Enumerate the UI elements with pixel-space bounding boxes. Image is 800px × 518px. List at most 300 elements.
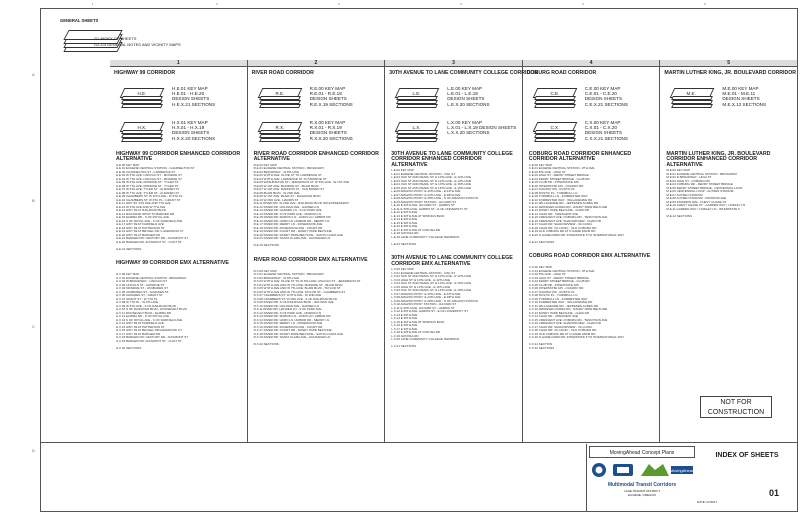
- sheet-set-line: H.X.X.20 SECTIONS: [172, 135, 216, 141]
- sheet-list-item: R.X.12 RIVER RD: S OF PARK AVE - MARION LN: [253, 310, 322, 315]
- sheet-list-item: R.E.03 W 8TH AVE: OLIVE ST TO LAWRENCE ST: [253, 173, 322, 178]
- sheet-set-line: R.E.00 KEY MAP: [309, 86, 346, 91]
- sheet-list-item: R.X.02 BROADWAY - W 8TH AVE: [253, 275, 300, 280]
- sheet-list-item: H.E.19 HWY 99 AT BETHEL DR / LAKEWOOD CT: [116, 229, 184, 234]
- column-number: 1: [110, 60, 247, 67]
- sheet-list-item: R.X.09 RIVER RD: S OF RAILROAD BLVD - HOLINAN AVE: [253, 300, 334, 305]
- sheet-set-code: L.X.: [412, 125, 421, 130]
- sheet-set-line: DESIGN SHEETS: [584, 130, 623, 136]
- sheet-list-item: H.X.18 BARGER DR: CENTURY DR - ALTAMONT ST: [116, 335, 189, 340]
- sheet-list-item: C.X.22 SECTIONS: [528, 345, 555, 350]
- sheet-list-item: R.E.21 RIVER RD: SANTA CLARA AVE - HUNSAKER LN: [253, 236, 331, 241]
- sheet-list-item: C.X.13 RANDY PAPE BELTLINE - CHAD DR: [528, 310, 589, 315]
- sheet-list-item: H.E.08 W 7TH AVE: TYLER ST - ALMADEN ST: [116, 190, 180, 195]
- project-plans-label: MovingAhead Concept Plans: [589, 446, 695, 458]
- sheet-list: [666, 169, 745, 218]
- sheet-list-item: C.E.14 CHAD DR - CRESCENT AVE: [528, 211, 579, 216]
- sheet-stack-icon: [121, 138, 163, 142]
- grid-number: 6: [704, 2, 706, 6]
- sheet-list-item: R.X.18 RIVER RD: RANDY PAPE BELTLINE - SANTA CLARA AVE: [253, 331, 343, 336]
- sheet-set-line: L.E.00 KEY MAP: [447, 86, 483, 91]
- corridor-column: [385, 60, 538, 442]
- sheet-stack-icon: [121, 104, 163, 108]
- sheet-list-item: L.X.17 E 30TH AVE: [391, 326, 418, 331]
- alternative-title: HIGHWAY 99 CORRIDOR ENHANCED CORRIDOR ALTERNATIVE: [116, 151, 241, 163]
- sheet-list-item: M.E.12 SECTIONS: [666, 213, 693, 218]
- sheet-list: [254, 270, 361, 347]
- sheet-list-item: H.X.06 ALMADEN ST - GRANT ST: [116, 293, 163, 298]
- sheet-list-item: R.X.06 W 6TH AVE AND W 7TH AVE: TAYLOR ST - CHAMBERS ST: [253, 289, 346, 294]
- sheet-list-item: C.E.03 HIGH ST - FERRY STREET BRIDGE: [528, 173, 589, 178]
- title-block: [586, 444, 798, 512]
- sheet-list-item: L.E.03 OAK ST AND PEARL ST: E 12TH AVE - E 13TH AVE: [391, 178, 472, 183]
- sheet-list-item: H.E.04 W 7TH AVE: LINCOLN ST - MONROE ST: [116, 176, 182, 181]
- sheet-list-item: L.E.14 E 30TH AVE: [391, 217, 418, 222]
- date-value: 07/2017: [706, 500, 718, 504]
- sheet-list-item: R.E.10 W 2ND AVE - HARRIS ST: [253, 197, 299, 202]
- grid-number: 4: [460, 2, 462, 6]
- sheet-set-line: L.X.00 KEY MAP: [447, 120, 483, 125]
- sheet-list-item: H.X.07 GRANT ST - W 7TH PL: [116, 296, 158, 301]
- sheet-list-item: C.X.08 RUSTIC PL - TURNBULL LN: [528, 293, 578, 298]
- sheet-list-item: C.X.21 SECTION: [528, 342, 553, 347]
- sheet-list-item: H.X.13 S OF ROYAL AVE - S OF FAIRFIELD AVE: [116, 317, 183, 322]
- sheet-stack-icon: [534, 138, 576, 142]
- sheet-list-item: C.E.20 N GAME FARM RD: INTERSTATE 5 TO INTERNATIONAL WAY: [528, 232, 625, 237]
- sheet-list-item: C.X.18 CHAD DR: VA CLINIC - OLD COBURG RD: [528, 328, 597, 333]
- sheet-list-item: R.X.05 W 6TH AVE AND W 7TH AVE: BLAIR BLVD - TAYLOR ST: [253, 286, 341, 291]
- sheet-set-code: C.E.: [549, 91, 559, 96]
- sheet-list-item: C.E.12 JEPPESEN ACRES RD - RANDY PAPE BELTLINE: [528, 204, 608, 209]
- sheet-list-item: H.E.07 W 6TH AVE: TYLER ST - ALMADEN ST: [116, 187, 180, 192]
- sheet-list-item: C.X.20 N GAME FARM RD: INTERSTATE 5 TO INTERNATIONAL WAY: [528, 335, 625, 340]
- corridor-title: COBURG ROAD CORRIDOR: [526, 70, 597, 76]
- sheet-list-item: M.E.03 HIGH ST - COBURG RD: [666, 178, 710, 183]
- corridor-column: [660, 60, 798, 442]
- sheet-list-item: H.E.01 EUGENE CENTRAL STATION - CHARNELTON ST: [116, 166, 195, 171]
- sheet-list-item: H.E.21 SECTIONS: [116, 246, 142, 251]
- sheet-list-item: L.X.02 OAK ST AND PEARL ST: E 10TH AVE - E 12TH AVE: [391, 274, 472, 278]
- sheet-list-item: C.X.15 CRESCENT AVE: COBURG RD - TENNYSON AVE: [528, 317, 608, 322]
- sheet-set-line: C.E.00 KEY MAP: [584, 86, 621, 91]
- sheet-set-line: DESIGN SHEETS: [447, 96, 485, 102]
- general-sheet-item: G2-G3 GENERAL NOTES AND VICINITY MAPS: [94, 42, 181, 47]
- sheet-list-item: M.E.06 CENTENNIAL LOOP - AUTZEN STADIUM: [666, 189, 734, 194]
- alternative-title: 30TH AVENUE TO LANE COMMUNITY COLLEGE CORRIDOR ENHANCED CORRIDOR ALTERNATIVE: [391, 151, 513, 168]
- sheet-list-item: L.E.08 AMAZON PKWY: E 28TH AVE - N OF AMAZON STATION: [391, 196, 478, 201]
- sheet-list: [391, 268, 478, 349]
- sheet-list-item: H.X.17 HWY 99 AT BARGER DR: [116, 331, 161, 336]
- corridor-column: [110, 60, 248, 442]
- sheet-list-item: L.X.16 E 30TH AVE: [391, 323, 418, 327]
- date-label: DATE:: [697, 500, 706, 504]
- sheet-set-line: DESIGN SHEETS: [172, 130, 210, 136]
- grid-letter: D: [32, 448, 35, 453]
- sheet-list-item: C.E.18 CHAD DR: VA CLINIC - OLD COBURG RD: [528, 225, 597, 230]
- sheet-set-code: R.E.: [274, 91, 284, 96]
- sheet-list-item: C.E.10 FORRESTER WAY - WILLAKENZIE RD: [528, 197, 593, 202]
- sheet-list: [391, 169, 478, 246]
- grid-letter: C: [32, 324, 35, 329]
- sheet-stack-icon: [396, 138, 438, 142]
- sheet-list-item: C.E.09 TURNBULL LN - FORRESTER WAY: [528, 194, 588, 199]
- sheet-list-item: C.X.09 TURNBULL LN - FORRESTER WAY: [528, 296, 588, 301]
- sheet-list-item: H.E.10 CHAMBERS ST: W 6TH PL - GRANT ST: [116, 197, 181, 202]
- sheet-list-item: C.E.19 OLD COBURG RD AT N GAME FARM RD: [528, 229, 596, 234]
- general-sheet-stack-icon: [66, 26, 126, 56]
- sheet-set-line: H.E.01 KEY MAP: [172, 86, 208, 91]
- column-number: 2: [248, 60, 385, 67]
- sheet-stack-icon: [259, 104, 301, 108]
- sheet-list-item: M.E.00 KEY MAP: [666, 168, 691, 173]
- sheet-set-code: R.X.: [274, 125, 284, 130]
- sheet-list-item: R.X.04 W 6TH AVE AND W 7TH AVE: MONROE ST - BLAIR BLVD: [253, 282, 343, 287]
- sheet-list-item: R.X.19 RIVER RD: SANTA CLARA AVE - HUNSAKER LN: [253, 335, 331, 340]
- sheet-stack-icon: [534, 104, 576, 108]
- sheet-list-item: H.E.13 HWY 99 AT RAILROAD BLVD: [116, 208, 166, 213]
- sheet-list-item: C.E.04 FERRY STREET BRIDGE - CLUB RD: [528, 176, 590, 181]
- sheet-number: 01: [768, 488, 779, 498]
- sheet-set-line: H.E.X.21 SECTIONS: [172, 101, 216, 107]
- sheet-list: [116, 273, 188, 350]
- alternative-title: RIVER ROAD CORRIDOR ENHANCED CORRIDOR ALTERNATIVE: [253, 151, 379, 163]
- sheet-list-item: R.X.03 W 8TH AVE: OLIVE ST TO W 6TH AVE: LINCOLN ST - JEFFERSON ST: [253, 279, 361, 284]
- sheet-list-item: L.X.07 AMAZON PKWY: E 20TH AVE - E 24TH AVE: [391, 291, 461, 296]
- sheet-list-item: H.E.00 KEY MAP: [116, 162, 140, 167]
- sheet-list-item: R.X.08 CHAMBERS ST: W 2ND AVE - S OF RAILROAD BLVD: [253, 296, 338, 301]
- sheet-set-line: H.E.01 - H.E.20: [172, 91, 205, 97]
- sheet-set-line: C.E.X.21 SECTIONS: [584, 101, 628, 107]
- alternative-title: MARTIN LUTHER KING, JR. BOULEVARD CORRIDOR ENHANCED CORRIDOR ALTERNATIVE: [666, 151, 771, 168]
- sheet-list-item: L.X.19 GONYEA RD: [391, 333, 419, 338]
- sheet-set-line: DESIGN SHEETS: [309, 130, 347, 136]
- sheet-list-item: C.E.05 CLUB RD - INTERSTATE 105: [528, 180, 579, 185]
- sheet-list-item: C.X.12 JEPPESEN ACRES RD - RANDY PAPE BELTLINE: [528, 307, 608, 312]
- sheet-list-item: M.E.04 COBURG RD - FERRY STREET BRIDGE: [666, 182, 733, 187]
- sheet-list-item: R.X.15 RIVER RD: MERRY LN - ROSEWOOD AVE: [253, 321, 323, 326]
- sheet-list-item: R.X.07 CHAMBERS ST: W 6TH AVE - W 2ND AVE: [253, 293, 322, 298]
- sheet-list-item: R.E.05 WASHINGTON ST / JEFFERSON ST: W 8TH AVE - W 1ST AVE: [253, 180, 350, 185]
- sheet-set-line: R.X.01 - R.X.19: [309, 125, 342, 131]
- sheet-set-line: R.E.01 - R.E.18: [309, 91, 342, 97]
- stamp-line: CONSTRUCTION: [707, 409, 765, 416]
- sheet-list-item: M.E.10 CHEVY CHASE ST - GARDEN WAY / LINDLEY LN: [666, 203, 746, 208]
- sheet-list-item: L.X.03 HIGH ST: E 10TH AVE - E 12TH AVE: [391, 277, 451, 282]
- sheet-list-item: R.E.12 RIVER RD: HOLINAN AVE - HANSEN LN: [253, 204, 320, 209]
- sheet-list-item: H.X.09 W 6TH AVE - S OF RAILROAD BLVD: [116, 303, 177, 308]
- sheet-list-item: R.X.13 RIVER RD: MARION LN - HORN LN / ARBOR DR: [253, 314, 331, 319]
- sheet-list-item: R.E.00 KEY MAP: [253, 162, 277, 167]
- sheet-set-line: C.E.01 - C.E.20: [584, 91, 617, 97]
- sheet-list-item: L.E.01 EUGENE CENTRAL STATION - OAK ST: [391, 171, 456, 176]
- sheet-set-line: DESIGN SHEETS: [584, 96, 623, 102]
- sheet-list-item: H.E.06 W 7TH AVE: MONROE ST - TYLER ST: [116, 183, 179, 188]
- sheet-list-item: L.X.08 AMAZON PKWY: E 24TH AVE - E 28TH AVE: [391, 295, 461, 299]
- sheet-set-code: H.X.: [137, 125, 146, 130]
- sheet-title: INDEX OF SHEETS: [715, 452, 779, 459]
- sheet-list: [529, 266, 624, 350]
- sheet-list-item: H.X.05 VANBUREN ST - ALMADEN ST: [116, 289, 169, 294]
- sheet-list-item: C.E.13 RANDY PAPE BELTLINE - CHAD DR: [528, 208, 589, 213]
- grid-number: 1: [92, 2, 94, 6]
- sheet-list-item: L.X.04 OAK ST AND PEARL ST: E 13TH AVE - E 16TH AVE: [391, 281, 472, 285]
- alternative-title: HIGHWAY 99 CORRIDOR EMX ALTERNATIVE: [116, 260, 229, 267]
- sheet-list-item: L.E.06 AMAZON PKWY: E 20TH AVE - E 24TH AVE: [391, 189, 461, 194]
- alternative-title: RIVER ROAD CORRIDOR EMX ALTERNATIVE: [253, 256, 368, 263]
- sheet-list-item: C.X.04 FERRY STREET BRIDGE - CLUB RD: [528, 279, 590, 284]
- sheet-list-item: C.X.17 CHAD DR: SHADOWVIEW - VA CLINIC: [528, 324, 593, 329]
- organization-subtitle: [589, 489, 695, 497]
- sheet-list-item: H.X.11 ROOSEVELT BLVD - ELMIRA RD: [116, 310, 172, 315]
- sheet-stack-icon: [259, 138, 301, 142]
- sheet-list-item: H.E.18 HWY 99 AT PATTERSON ST: [116, 225, 165, 230]
- sheet-list-item: C.X.02 8TH AVE - HIGH ST: [528, 272, 566, 277]
- sheet-list-item: L.E.19 LANE COMMUNITY COLLEGE TERMINUS: [391, 234, 460, 239]
- column-number: 5: [660, 60, 797, 67]
- sheet-set-line: R.X.X.20 SECTIONS: [309, 135, 353, 141]
- sheet-list-item: L.E.15 E 30TH AVE: [391, 220, 418, 225]
- sheet-set-line: R.X.00 KEY MAP: [309, 120, 346, 125]
- sheet-set-line: M.E.00 KEY MAP: [722, 86, 759, 91]
- sheet-list-item: R.E.07 W 1ST AVE: MADISON ST - VAN BUREN ST: [253, 187, 325, 192]
- agency-logos: [589, 460, 695, 480]
- sheet-set-line: H.X.01 - H.X.19: [172, 125, 205, 131]
- organization-name: Multimodal Transit Corridors: [607, 482, 677, 488]
- grid-number: 2: [216, 2, 218, 6]
- sheet-list-item: R.X.20 SECTIONS: [253, 342, 279, 347]
- sheet-list-item: L.E.11 E 30TH AVE: HARRIS ST - E OF UNIVERSITY ST: [391, 206, 468, 211]
- sheet-list-item: L.X.20 LANE COMMUNITY COLLEGE TERMINUS: [391, 337, 460, 341]
- sheet-set-line: L.E.01 - L.E.19: [447, 91, 478, 97]
- sheet-list-item: L.E.17 E 30TH AVE AT GONYEA RD: [391, 227, 441, 232]
- sheet-list-item: H.E.17 HWY 99 AT FAIRFIELD AVE: [116, 222, 164, 227]
- sheet-list-item: L.X.21 SECTIONS: [391, 344, 417, 348]
- sheet-list-item: C.X.14 CHAD DR - CRESCENT AVE: [528, 314, 579, 319]
- corridor-title: HIGHWAY 99 CORRIDOR: [114, 70, 176, 76]
- general-sheet-item: G1 INDEX OF SHEETS: [94, 36, 137, 41]
- sheet-list-item: R.X.11 RIVER RD: HANSEN LN - S OF PARK AVE: [253, 307, 322, 312]
- sheet-list-item: H.E.02 CHARNELTON ST - LAWRENCE ST: [116, 169, 176, 174]
- sheet-list-item: C.E.11 WILLAKENZIE RD - JEPPESEN ACRES RD: [528, 201, 599, 206]
- sheet-list-item: L.X.06 OAK ST AND PEARL ST: E 16TH AVE - E 19TH AVE: [391, 288, 472, 292]
- grid-letter: B: [32, 198, 35, 203]
- sheet-set-line: H.X.01 KEY MAP: [172, 120, 208, 125]
- sheet-list-item: R.E.20 RIVER RD: RANDY PAPE BELTLINE - SANTA CLARA AVE: [253, 232, 343, 237]
- sheet-list-item: R.X.10 RIVER RD: HOLINAN AVE - HANSEN LN: [253, 303, 320, 308]
- sheet-list: [116, 164, 195, 252]
- sheet-list-item: C.X.16 CRESCENT AVE: SHADOWVIEW - CHAD DR: [528, 321, 601, 326]
- sheet-set-line: C.X.01 - C.X.20: [584, 125, 617, 131]
- sheet-list-item: M.E.02 E BROADWAY - HIGH ST: [666, 175, 712, 180]
- grid-number: 5: [582, 2, 584, 6]
- sheet-list-item: H.X.03 LINCOLN ST - MONROE ST: [116, 282, 165, 287]
- sheet-list-item: R.E.16 RIVER RD: HORN LN / ARBOR DR - MERRY LN: [253, 218, 330, 223]
- sheet-list-item: L.E.13 E 30TH AVE AT SPRINGS BLVD: [391, 213, 445, 218]
- sheet-list-item: H.X.20 SECTIONS: [116, 345, 142, 350]
- alternative-title: COBURG ROAD CORRIDOR EMX ALTERNATIVE: [528, 253, 651, 260]
- sheet-set-code: H.E.: [137, 91, 146, 96]
- grid-number: 3: [338, 2, 340, 6]
- logo-wordmark: MovingAhead: [669, 468, 695, 473]
- sheet-list-item: C.X.10 FORRESTER WAY - WILLAKENZIE RD: [528, 300, 593, 305]
- sheet-list-item: C.E.21 SECTIONS: [528, 239, 555, 244]
- sheet-list-item: H.X.00 KEY MAP: [116, 272, 140, 277]
- sheet-list-item: H.X.10 S OF RAILROAD BLVD - ROOSEVELT BLVD: [116, 307, 187, 312]
- sheet-list-item: H.E.03 W 6TH AVE: LINCOLN ST - MONROE ST: [116, 173, 182, 178]
- sheet-list-item: L.X.15 E 30TH AVE AT SPRINGS BLVD: [391, 319, 445, 324]
- sheet-set-line: DESIGN SHEETS: [172, 96, 210, 102]
- sheet-list-item: R.E.08 BLAIR BLVD - W 2ND AVE: [253, 190, 300, 195]
- sheet-list-item: C.E.07 OAKWAY RD - RUSTIC PL: [528, 187, 576, 192]
- sheet-list-item: H.X.14 HWY 99 AT FAIRFIELD AVE: [116, 321, 164, 326]
- sheet-list-item: C.E.02 8TH AVE - HIGH ST: [528, 169, 566, 174]
- corridor-title: MARTIN LUTHER KING, JR. BOULEVARD CORRIDOR: [664, 70, 796, 76]
- not-for-construction-stamp: [700, 396, 772, 418]
- sheet-set-code: M.E.: [687, 91, 697, 96]
- sheet-list-item: C.E.06 INTERSTATE 105 - OAKWAY RD: [528, 183, 584, 188]
- sheet-set-line: DESIGN SHEETS: [309, 96, 347, 102]
- sheet-list-item: L.X.01 EUGENE CENTRAL STATION - OAK ST: [391, 270, 456, 275]
- sheet-set-code: C.X.: [549, 125, 559, 130]
- org-sub-line: LANE TRANSIT DISTRICT: [623, 489, 661, 493]
- sheet-set-line: C.X.00 KEY MAP: [584, 120, 621, 125]
- sheet-list-item: H.E.11 HWY 99: 6TH AVE AND 7TH AVE: [116, 201, 171, 206]
- sheet-list-item: L.E.09 AMAZON PKWY STATION - HILYARD ST: [391, 199, 457, 204]
- sheet-list-item: L.X.00 KEY MAP: [391, 267, 414, 271]
- column-number: 3: [385, 60, 522, 67]
- sheet-list-item: R.X.16 RIVER RD: ROSEWOOD AVE - KOURT DR: [253, 324, 323, 329]
- sheet-list-item: H.E.16 S OF ROYAL AVE - S OF FAIRFIELD AVE: [116, 218, 183, 223]
- sheet-list-item: H.X.01 EUGENE CENTRAL STATION - BROADWAY: [116, 275, 187, 280]
- corridor-columns: [110, 60, 798, 442]
- sheet-list-item: R.E.01 EUGENE CENTRAL STATION - BROADWAY: [253, 166, 325, 171]
- sheet-set-code: L.E.: [412, 91, 421, 96]
- sheet-list-item: R.X.14 RIVER RD: HORN LN / ARBOR DR - MERRY LN: [253, 317, 330, 322]
- sheet-list-item: C.X.07 OAKWAY RD - RUSTIC PL: [528, 289, 576, 294]
- sheet-list-item: R.E.11 RIVER RD: W 2ND AVE - RAILROAD BLVD NW EXPRESSWAY: [253, 201, 350, 206]
- sheet-list-item: C.X.11 WILLAKENZIE RD - JEPPESEN ACRES RD: [528, 303, 599, 308]
- sheet-set-line: L.E.X.20 SECTIONS: [447, 101, 490, 107]
- sheet-list-item: R.E.04 W 8TH AVE: LAWRENCE ST TO MONROE ST: [253, 176, 327, 181]
- sheet-list: [254, 164, 350, 248]
- sheet-list-item: C.E.17 CHAD DR: SHADOWVIEW - VA CLINIC: [528, 222, 593, 227]
- sheet-list-item: L.E.02 OAK ST AND PEARL ST: E 10TH AVE - E 12TH AVE: [391, 175, 472, 180]
- sheet-list-item: H.X.04 MONROE ST - VANBUREN ST: [116, 286, 168, 291]
- sheet-list-item: R.E.19 RIVER RD: KOURT DR - RANDY PAPE BELTLINE: [253, 229, 332, 234]
- sheet-stack-icon: [396, 104, 438, 108]
- sheet-list-item: R.E.02 BROADWAY - W 8TH AVE: [253, 169, 300, 174]
- sheet-list-item: L.E.04 OAK ST AND PEARL ST: E 13TH AVE - E 16TH AVE: [391, 182, 472, 187]
- sheet-list-item: M.E.09 KINSROW AVE - CHEVY CHASE ST: [666, 199, 727, 204]
- corridor-title: RIVER ROAD CORRIDOR: [251, 70, 314, 76]
- sheet-set-line: M.E.01 - M.E.11: [722, 91, 756, 97]
- sheet-set-line: DESIGN SHEETS: [722, 96, 760, 102]
- sheet-list-item: C.E.08 RUSTIC PL - TURNBULL LN: [528, 190, 578, 195]
- sheet-list-item: R.E.19 SECTIONS: [253, 243, 279, 248]
- sheet-list-item: H.X.02 W BROADWAY - LINCOLN ST: [116, 279, 168, 284]
- sheet-set-line: M.E.X.12 SECTIONS: [722, 101, 767, 107]
- sheet-list-item: L.E.16 E 30TH AVE: [391, 224, 418, 229]
- sheet-list-item: R.X.01 EUGENE CENTRAL STATION - BROADWAY: [253, 272, 325, 277]
- sheet-list-item: R.E.17 RIVER RD: MERRY LN - ROSEWOOD AVE: [253, 222, 323, 227]
- sheet-list-item: H.E.12 W 6TH AVE AND W 7TH AVE: [116, 204, 166, 209]
- general-sheets-title: GENERAL SHEETS: [60, 18, 99, 23]
- sheet-list-item: R.X.00 KEY MAP: [253, 268, 277, 273]
- sheet-list-item: H.E.22 BARGER DR: ALTAMONT ST - CLINT ST: [116, 239, 182, 244]
- sheet-list-item: L.E.20 SECTIONS: [391, 241, 417, 246]
- sheet-list-item: C.E.00 KEY MAP: [528, 162, 553, 167]
- sheet-set-line: L.X.01 - L.X.19 DESIGN SHEETS: [447, 125, 517, 131]
- sheet-list-item: L.X.09 AMAZON PKWY: E 28TH AVE - N OF AMAZON STATION: [391, 298, 478, 303]
- sheet-set-line: L.X.X.20 SECTIONS: [447, 130, 490, 136]
- sheet-list-item: M.E.11 GARDEN WAY / LINDLEY LN - INTERSTATE 5: [666, 206, 740, 211]
- sheet-list-item: C.X.19 OLD COBURG RD AT N GAME FARM RD: [528, 331, 596, 336]
- sheet-list-item: L.E.05 OAK ST AND PEARL ST: E 16TH AVE - E 19TH AVE: [391, 185, 472, 190]
- sheet-list-item: C.X.06 INTERSTATE 105 - OAKWAY RD: [528, 286, 584, 291]
- sheet-list-item: H.E.14 RAILROAD SPUR TO BARGER DR: [116, 211, 175, 216]
- sheet-list-item: L.X.14 E 30TH AVE: [391, 316, 418, 320]
- sheet-list-item: M.E.08 AUTZEN STADIUM - KINSROW AVE: [666, 196, 727, 201]
- sheet-list-item: C.X.01 EUGENE CENTRAL STATION - 8TH AVE: [528, 268, 595, 273]
- sheet-list-item: M.E.01 EUGENE CENTRAL STATION - BROADWAY: [666, 171, 738, 176]
- column-number: 4: [523, 60, 660, 67]
- sheet-list-item: C.X.00 KEY MAP: [528, 265, 553, 270]
- sheet-list-item: H.X.16 HWY 99 AT BETHEL DR/LAKEWOOD CT: [116, 328, 182, 333]
- corridor-column: [523, 60, 661, 442]
- sheet-list-item: R.E.06 W 1ST AVE: MONROE ST - BLAIR BLVD: [253, 183, 319, 188]
- sheet-list-item: H.X.12 ELMIRA RD - S OF ROYAL AVE: [116, 314, 169, 319]
- sheet-list-item: C.E.15 CRESCENT AVE: COBURG RD - TENNYSON AVE: [528, 215, 608, 220]
- sheet-list-item: L.E.12 E 30TH AVE: [391, 210, 418, 215]
- sheet-set-line: R.E.X.19 SECTIONS: [309, 101, 353, 107]
- sheet-list-item: R.E.15 RIVER RD: MARION LN - HORN LN / ARBOR DR: [253, 215, 331, 220]
- sheet-list-item: C.X.03 HIGH ST - FERRY STREET BRIDGE: [528, 275, 589, 280]
- sheet-list: [529, 164, 624, 245]
- sheet-list-item: L.X.11 E 30TH AVE: HILYARD ST - HARRIS ST: [391, 305, 455, 310]
- corridor-title: 30TH AVENUE TO LANE COMMUNITY COLLEGE CORRIDOR: [389, 70, 538, 76]
- sheet-list-item: L.E.00 KEY MAP: [391, 168, 414, 173]
- date-field: [697, 500, 717, 504]
- sheet-list-item: R.E.09 W 1ST AVE: BLAIR ST - RAILROAD BLVD: [253, 194, 321, 199]
- alternative-title: 30TH AVENUE TO LANE COMMUNITY COLLEGE CORRIDOR EMX ALTERNATIVE: [391, 255, 513, 267]
- sheet-list-item: L.E.18 GONYEA RD: [391, 231, 419, 236]
- sheet-list-item: L.X.13 E 30TH AVE: [391, 312, 418, 317]
- sheet-list-item: C.E.16 CRESCENT AVE: SHADOWVIEW - CHAD DR: [528, 218, 601, 223]
- corridor-column: [248, 60, 386, 442]
- logo-icon: [589, 460, 695, 480]
- sheet-list-item: R.E.13 RIVER RD: HANSEN LN - S OF PARK AVE: [253, 208, 322, 213]
- sheet-list-item: H.E.20 HWY 99 AT BARGER DR: [116, 232, 161, 237]
- sheet-list-item: R.E.14 RIVER RD: S OF PARK AVE - MARION LN: [253, 211, 322, 216]
- sheet-list-item: M.E.07 AUTZEN STADIUM: [666, 192, 703, 197]
- sheet-list-item: M.E.05 FERRY STREET BRIDGE - CENTENNIAL LOOP: [666, 185, 743, 190]
- sheet-list-item: C.E.01 EUGENE CENTRAL STATION - 8TH AVE: [528, 166, 595, 171]
- sheet-list-item: L.X.05 HIGH ST: E 13TH AVE - E 16TH AVE: [391, 284, 451, 289]
- sheet-set-line: C.X.X.21 SECTIONS: [584, 135, 628, 141]
- sheet-list-item: L.X.10 AMAZON PKWY STATION - HILYARD ST: [391, 302, 457, 306]
- sheet-list-item: H.E.15 ELMIRA RD - S OF ROYAL AVE: [116, 215, 169, 220]
- sheet-stack-icon: [671, 104, 713, 108]
- sheet-list-item: R.X.17 RIVER RD: KOURT DR - RANDY PAPE BELTLINE: [253, 328, 332, 333]
- sheet-list-item: H.X.08 W 7TH PL - W 6TH AVE: [116, 300, 159, 305]
- sheet-list-item: L.E.10 E 30TH AVE: HILYARD ST - HARRIS ST: [391, 203, 455, 208]
- grid-letter-bar: [30, 8, 40, 512]
- stamp-line: NOT FOR: [720, 399, 752, 406]
- sheet-list-item: H.E.05 W 6TH AVE: MONROE ST - TYLER ST: [116, 180, 179, 185]
- sheet-list-item: H.E.09 CHAMBERS ST: W 11TH AVE - W 6TH PL: [116, 194, 183, 199]
- org-sub-line: EUGENE, OREGON: [628, 493, 656, 497]
- sheet-list-item: L.X.18 E 30TH AVE AT GONYEA RD: [391, 330, 441, 334]
